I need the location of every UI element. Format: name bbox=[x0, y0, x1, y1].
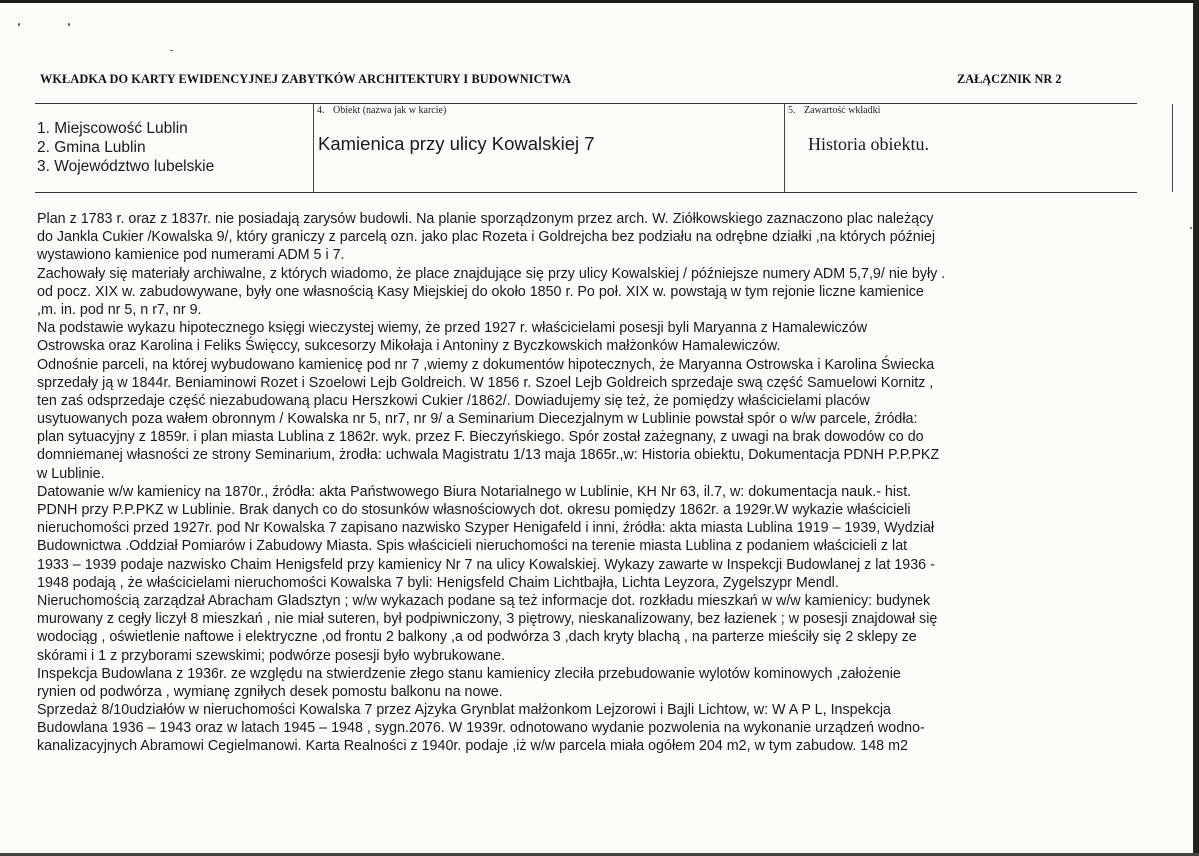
text-line: murowany z cegły liczył 8 mieszkań , nie miał suteren, był podpiwniczony, 3 piętrowy, nieskanalizowany, bez łazienek ; w posesji znajdował się bbox=[37, 611, 938, 628]
text-line: kanalizacyjnych Abramowi Cegielmanowi. Karta Realności z 1940r. podaje ,iż w/w parcela miała ogółem 204 m2, w tym zabudow. 148 m2 bbox=[37, 738, 908, 755]
scan-speck bbox=[170, 50, 173, 51]
text-line: od pocz. XIX w. zabudowywane, były one własnością Kasy Miejskiej do około 1850 r. Po poł. XIX w. powstają w tym rejonie liczne kamienice bbox=[37, 283, 924, 300]
attachment-label: ZAŁĄCZNIK NR 2 bbox=[957, 72, 1062, 86]
scan-speck bbox=[68, 23, 70, 26]
text-line: Na podstawie wykazu hipotecznego księgi wieczystej wiemy, że przed 1927 r. właścicielami posesji byli Maryanna z Hamalewiczów bbox=[37, 320, 868, 337]
text-line: wodociąg , oświetlenie naftowe i elektryczne ,od frontu 2 balkony ,a od podwórza 3 ,dach kryty blachą , na parterze mieściły się 2 sklepy ze bbox=[37, 629, 917, 646]
text-line: Inspekcja Budowlana z 1936r. ze względu na stwierdzenie złego stanu kamienicy zleciła przebudowanie wylotów kominowych ,założenie bbox=[37, 665, 901, 682]
object-cell bbox=[314, 104, 785, 192]
document-title: WKŁADKA DO KARTY EWIDENCYJNEJ ZABYTKÓW ARCHITEKTURY I BUDOWNICTWA bbox=[40, 72, 571, 86]
text-line: PDNH przy P.P.PKZ w Lublinie. Brak danych co do stosunków własnościowych dot. okresu pomiędzy 1862r. a 1929r.W wykazie właścicieli bbox=[37, 502, 911, 518]
text-line: 1948 podają , że właścicielami nieruchomości Kowalska 7 byli: Henigsfeld Chaim Lichtbajła, Lichta Leyzora, Zygelszypr Mendl. bbox=[37, 574, 839, 591]
text-line: nieruchomości przed 1927r. pod Nr Kowalska 7 zapisano nazwisko Szyper Henigafeld i inni, źródła: akta miasta Lublina 1919 – 1939, Wydział bbox=[37, 520, 935, 537]
document-page bbox=[0, 2, 1193, 853]
object-name: Kamienica przy ulicy Kowalskiej 7 bbox=[318, 133, 595, 154]
text-line: Nieruchomością zarządzał Abracham Gladsztyn ; w/w wykazach podane są też informacje dot. rozkładu mieszkań w w/w kamienicy: budynek bbox=[37, 592, 931, 609]
text-line: Datowanie w/w kamienicy na 1870r., źródła: akta Państwowego Biura Notarialnego w Lublinie, KH Nr 63, il.7, w: dokumentacja nauk.- hist. bbox=[37, 483, 912, 500]
scan-edge-right bbox=[1194, 0, 1199, 856]
text-line: Odnośnie parceli, na której wybudowano kamienicę pod nr 7 ,wiemy z dokumentów hipotecznych, że Maryanna Ostrowska i Karolina Świecka bbox=[37, 356, 935, 373]
text-line: skórami i 1 z przyborami szewskimi; podwórze posesji było wybrukowane. bbox=[37, 647, 505, 664]
location-cell bbox=[35, 104, 314, 192]
text-line: w Lublinie. bbox=[37, 465, 105, 482]
scan-speck bbox=[1190, 227, 1192, 229]
history-text bbox=[37, 210, 1157, 756]
location-item-commune: 2. Gmina Lublin bbox=[37, 139, 146, 156]
text-line: plan sytuacyjny z 1859r. i plan miasta Lublina z 1862r. wyk. przez F. Bieczyńskiego. Spór został zażegnany, z uwagi na brak dowodów co do bbox=[37, 429, 924, 446]
text-line: do Jankla Cukier /Kowalska 9/, który graniczy z parcelą ozn. jako plac Rozeta i Goldrejcha bez podziału na odrębne działki ,na których później bbox=[37, 229, 936, 246]
object-field-label bbox=[317, 105, 446, 116]
text-line: Budownictwa .Oddział Pomiarów i Zabudowy Miasta. Spis właścicieli nieruchomości na terenie miasta Lublina z podaniem właścicieli z lat bbox=[37, 538, 908, 555]
text-line: ,m. in. pod nr 5, n r7, nr 9. bbox=[37, 301, 202, 318]
text-line: 1933 – 1939 podaje nazwisko Chaim Henigsfeld przy kamienicy Nr 7 na ulicy Kowalskiej. Wykazy zawarte w Inspekcji Budowlanej z lat 1936 - bbox=[37, 556, 935, 573]
text-line: usytuowanych poza wałem obronnym / Kowalska nr 5, nr7, nr 9/ a Seminarium Diecezjalnym w Lublinie powstał spór o w/w parcele, źródła: bbox=[37, 411, 918, 428]
contents-field-label bbox=[788, 105, 880, 116]
contents-field-number: 5. bbox=[788, 105, 796, 116]
location-item-town: 1. Miejscowość Lublin bbox=[37, 120, 188, 137]
text-line: Plan z 1783 r. oraz z 1837r. nie posiadają zarysów budowli. Na planie sporządzonym przez arch. W. Ziółkowskiego zaznaczono plac należący bbox=[37, 211, 934, 227]
text-line: Ostrowska oraz Karolina i Feliks Święccy, sukcesorzy Mikołaja i Antoniny z Byczkowskich małżonków Hamalewiczów. bbox=[37, 338, 781, 355]
location-item-voivodeship: 3. Województwo lubelskie bbox=[37, 158, 215, 175]
text-line: domniemanej własności ze strony Seminarium, żrodła: uchwala Magistratu 1/13 maja 1865r.,w: Historia obiektu, Dokumentacja PDNH P.P.PKZ bbox=[37, 447, 940, 464]
object-field-number: 4. bbox=[317, 105, 325, 116]
text-line: Budowlana 1936 – 1943 oraz w latach 1945 – 1948 , sygn.2076. W 1939r. odnotowano wydanie pozwolenia na wykonanie urządzeń wodno- bbox=[37, 720, 925, 737]
object-field-caption: Obiekt (nazwa jak w karcie) bbox=[333, 105, 447, 116]
text-line: ten zaś odsprzedaje część niezabudowaną placu Herszkowi Cukier /1862/. Dowiadujemy się też, że pomiędzy właścicielami placów bbox=[37, 392, 870, 409]
text-line: Sprzedaż 8/10udziałów w nieruchomości Kowalska 7 przez Ajzyka Grynblat małżonkom Lejzorowi i Bajli Lichtow, w: W A P L, Inspekcja bbox=[37, 702, 891, 719]
location-list bbox=[37, 119, 214, 176]
scan-speck bbox=[18, 23, 20, 26]
text-line: Zachowały się materiały archiwalne, z których wiadomo, że place znajdujące się przy ulicy Kowalskiej / późniejsze numery ADM 5,7,9/ nie były . bbox=[37, 265, 946, 282]
text-line: rynien od podwórza , wymianę zgniłych desek pomostu balkonu na nowe. bbox=[37, 683, 503, 700]
text-line: sprzedały ją w 1844r. Beniaminowi Rozet i Szoelowi Lejb Goldreich. W 1856 r. Szoel Lejb Goldreich sprzedaje swą część Samuelowi Kornitz , bbox=[37, 374, 934, 391]
text-line: wystawiono kamienice pod numerami ADM 5 i 7. bbox=[37, 247, 345, 264]
scan-edge-top bbox=[0, 0, 1199, 3]
contents-value: Historia obiektu. bbox=[808, 134, 929, 154]
contents-field-caption: Zawartość wkładki bbox=[804, 105, 881, 116]
header-table bbox=[35, 103, 1137, 193]
contents-cell bbox=[785, 104, 1173, 192]
